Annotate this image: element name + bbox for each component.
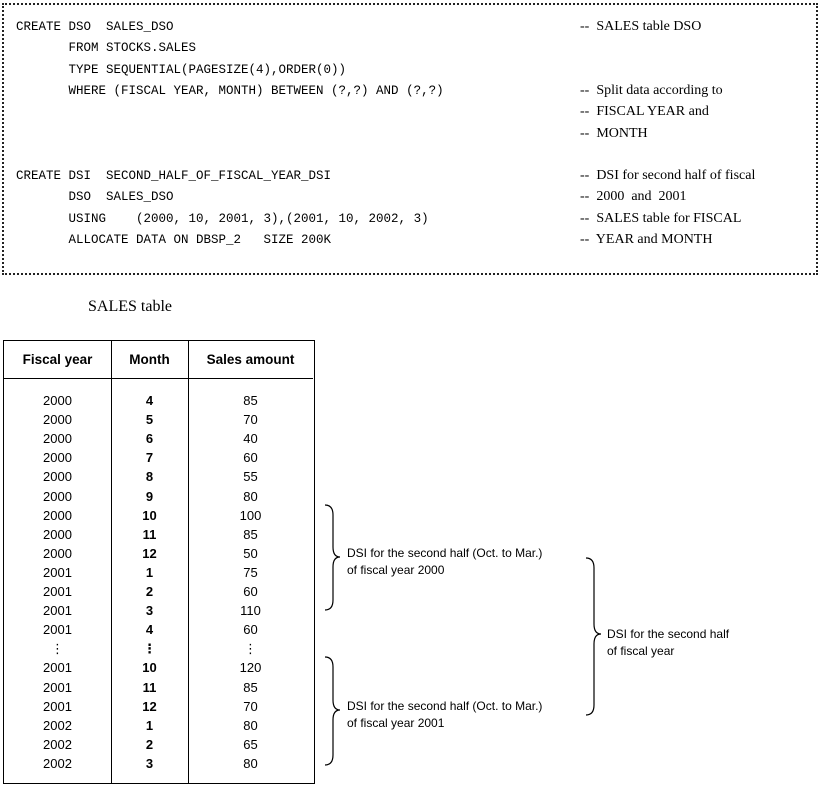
cell-sales-amount: 85 [243,679,258,695]
cell-sales-amount: 110 [240,603,261,619]
cell-sales-amount: 70 [243,698,258,714]
cell-fiscal-year: 2002 [43,717,72,733]
cell-month: 10 [142,660,157,676]
cell-sales-amount: ⋮ [244,641,257,657]
code-line: TYPE SEQUENTIAL(PAGESIZE(4),ORDER(0)) [16,62,347,77]
cell-fiscal-year: 2001 [43,679,72,695]
code-line: FROM STOCKS.SALES [16,41,197,56]
annotation-dsi-2000 [347,545,542,579]
code-comment: -- YEAR and MONTH [580,232,713,247]
cell-month: 8 [145,469,154,485]
cell-sales-amount: 75 [243,564,258,580]
cell-month: 11 [142,526,157,542]
brace-overall [586,558,601,715]
cell-sales-amount: 85 [243,526,258,542]
annotation-line: of fiscal year 2001 [347,716,445,730]
cell-sales-amount: 55 [243,469,258,485]
annotation-line: of fiscal year [607,644,675,658]
header-month: Month [111,341,188,379]
code-line: ALLOCATE DATA ON DBSP_2 SIZE 200K [16,233,332,247]
cell-fiscal-year: 2001 [43,622,72,638]
cell-month: 3 [145,755,154,771]
cell-sales-amount: 80 [243,755,258,771]
cell-fiscal-year: 2000 [43,526,72,542]
cell-sales-amount: 120 [239,660,262,676]
code-line: WHERE (FISCAL YEAR, MONTH) BETWEEN (?,?) AND (?,?) [16,83,444,98]
annotation-dsi-2001 [347,698,542,732]
cell-sales-amount: 60 [243,622,258,638]
cell-fiscal-year: 2001 [43,603,72,619]
cell-sales-amount: 40 [243,431,258,447]
annotation-line: DSI for the second half (Oct. to Mar.) [347,699,543,713]
cell-month: ⋮ [143,641,156,657]
cell-fiscal-year: 2000 [43,507,72,523]
cell-sales-amount: 70 [243,412,258,428]
cell-fiscal-year: 2000 [43,450,72,466]
code-comment: -- 2000 and 2001 [580,189,687,205]
brace-2000 [325,505,340,610]
cell-month: 4 [145,393,154,408]
cell-fiscal-year: 2001 [43,698,72,714]
cell-sales-amount: 80 [243,488,258,504]
annotation-line: DSI for the second half (Oct. to Mar.) [347,546,543,560]
code-line: CREATE DSO SALES_DSO [16,20,174,34]
cell-month: 5 [145,412,154,428]
cell-fiscal-year: 2000 [43,488,72,504]
cell-fiscal-year: 2001 [43,660,72,676]
cell-fiscal-year: 2000 [43,545,72,561]
code-line: CREATE DSI SECOND_HALF_OF_FISCAL_YEAR_DSI [16,169,332,184]
cell-sales-amount: 80 [243,717,258,733]
code-line: USING (2000, 10, 2001, 3),(2001, 10, 2002, 3) [16,211,429,226]
cell-fiscal-year: 2000 [43,412,72,428]
cell-month: 2 [145,584,154,599]
cell-fiscal-year: 2001 [43,564,72,580]
annotation-line: DSI for the second half [607,627,730,641]
code-line: DSO SALES_DSO [16,190,174,205]
header-sales-amount: Sales amount [188,341,313,379]
cell-month: 11 [142,679,157,695]
cell-month: 1 [145,717,154,733]
code-comment: -- MONTH [580,125,648,141]
cell-sales-amount: 50 [243,545,258,561]
code-comment: -- SALES table for FISCAL [580,210,742,226]
cell-sales-amount: 65 [243,736,258,752]
cell-fiscal-year: ⋮ [51,641,64,657]
code-comment: -- DSI for second half of fiscal [580,168,756,184]
cell-fiscal-year: 2002 [43,736,72,752]
header-fiscal-year: Fiscal year [4,341,111,379]
code-comment: -- FISCAL YEAR and [580,104,709,120]
cell-fiscal-year: 2001 [43,584,72,599]
cell-month: 10 [142,507,157,523]
cell-sales-amount: 60 [243,584,258,599]
cell-month: 2 [145,736,154,752]
cell-month: 7 [145,450,154,466]
code-comment: -- SALES table DSO [580,19,702,34]
cell-fiscal-year: 2000 [43,431,72,447]
cell-month: 1 [145,564,154,580]
annotation-dsi-overall [607,626,729,660]
cell-month: 4 [145,622,154,638]
cell-sales-amount: 60 [243,450,258,466]
annotation-line: of fiscal year 2000 [347,563,445,577]
cell-month: 6 [145,431,154,447]
cell-fiscal-year: 2000 [43,393,72,408]
cell-sales-amount: 85 [243,393,258,408]
cell-month: 12 [142,545,157,561]
table-caption: SALES table [88,298,172,315]
code-comment: -- Split data according to [580,82,723,98]
cell-month: 9 [145,488,154,504]
cell-sales-amount: 100 [239,507,262,523]
cell-fiscal-year: 2000 [43,469,72,485]
cell-month: 3 [145,603,154,619]
cell-fiscal-year: 2002 [43,755,72,771]
cell-month: 12 [142,698,157,714]
brace-2001 [325,657,340,765]
